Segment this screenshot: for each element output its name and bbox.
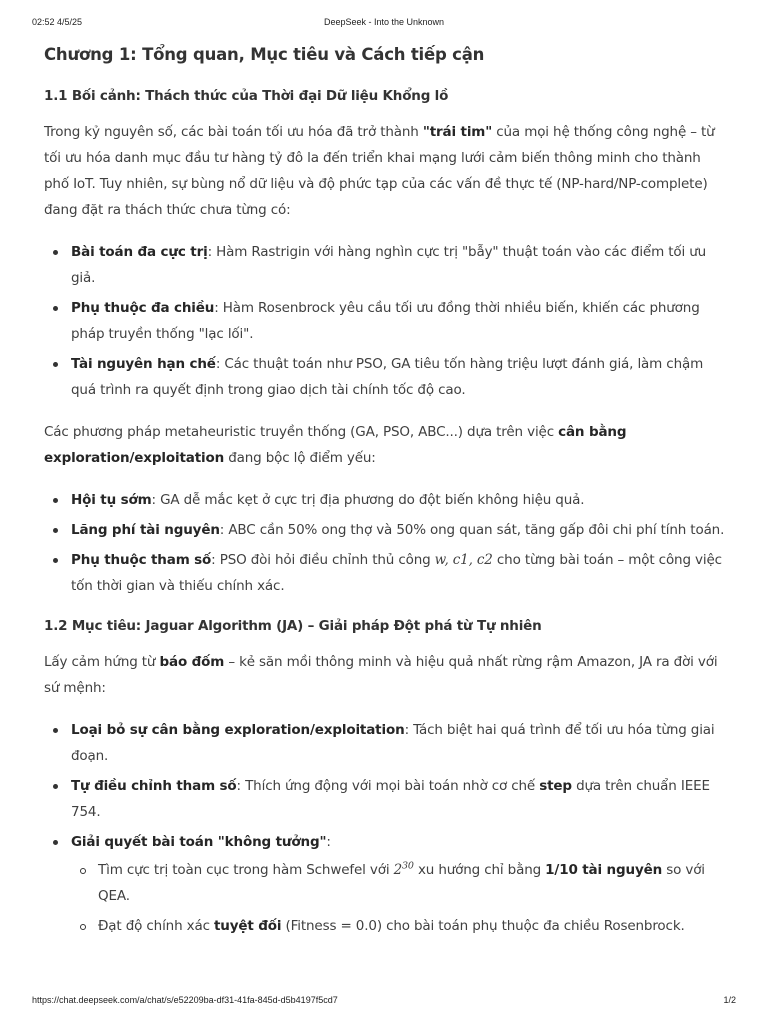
math-power: $2^{30}$: [393, 860, 414, 878]
list-item: Phụ thuộc tham số: PSO đòi hỏi điều chỉnh thủ công w, c1, c2 cho từng bài toán – một công việc tốn thời gian và thiếu chính xác.: [44, 547, 728, 599]
challenge-list: [44, 239, 728, 403]
print-url: https://chat.deepseek.com/a/chat/s/e52209ba-df31-41fa-845d-d5b4197f5cd7: [32, 995, 338, 1005]
print-datetime: 02:52 4/5/25: [32, 17, 83, 27]
print-header: [32, 17, 736, 31]
list-item: Hội tụ sớm: GA dễ mắc kẹt ở cực trị địa phương do đột biến không hiệu quả.: [44, 487, 728, 513]
print-page-number: 1/2: [723, 995, 736, 1005]
weakness-list: [44, 487, 728, 599]
list-item: Tự điều chỉnh tham số: Thích ứng động với mọi bài toán nhờ cơ chế step dựa trên chuẩn IEEE 754.: [44, 773, 728, 825]
paragraph-metaheuristic: Các phương pháp metaheuristic truyền thống (GA, PSO, ABC...) dựa trên việc cân bằng exploration/exploitation đang bộc lộ điểm yếu:: [44, 424, 627, 466]
list-item: Lãng phí tài nguyên: ABC cần 50% ong thợ và 50% ong quan sát, tăng gấp đôi chi phí tính toán.: [44, 517, 728, 543]
list-item: Tài nguyên hạn chế: Các thuật toán như PSO, GA tiêu tốn hàng triệu lượt đánh giá, làm chậm quá trình ra quyết định trong giao dịch tài chính tốc độ cao.: [44, 351, 728, 403]
print-title: DeepSeek - Into the Unknown: [323, 17, 445, 27]
section-heading-1-1: 1.1 Bối cảnh: Thách thức của Thời đại Dữ liệu Khổng lồ: [44, 88, 449, 104]
sub-list-item: Tìm cực trị toàn cục trong hàm Schwefel với $2^{30}$ xu hướng chỉ bằng 1/10 tài nguyên so với QEA.: [71, 857, 728, 909]
mission-list: [44, 717, 728, 939]
sub-list: [71, 857, 728, 939]
sub-list-item: Đạt độ chính xác tuyệt đối (Fitness = 0.0) cho bài toán phụ thuộc đa chiều Rosenbrock.: [71, 913, 728, 939]
math-parameters: w, c1, c2: [434, 552, 493, 568]
section-heading-1-2: 1.2 Mục tiêu: Jaguar Algorithm (JA) – Giải pháp Đột phá từ Tự nhiên: [44, 618, 542, 634]
document-body: [44, 42, 728, 955]
chapter-title: Chương 1: Tổng quan, Mục tiêu và Cách tiếp cận: [44, 45, 485, 64]
paragraph-context: Trong kỷ nguyên số, các bài toán tối ưu hóa đã trở thành "trái tim" của mọi hệ thống công nghệ – từ tối ưu hóa danh mục đầu tư hàng tỷ đô la đến triển khai mạng lưới cảm biến thông minh cho thành phố IoT. Tuy nhiên, sự bùng nổ dữ liệu và độ phức tạp của các vấn đề thực tế (NP-hard/NP-complete) đang đặt ra thách thức chưa từng có:: [44, 124, 715, 218]
list-item: Giải quyết bài toán "không tưởng": Tìm cực trị toàn cục trong hàm Schwefel với $2^{30}$ xu hướng chỉ bằng 1/10 tài nguyên so với QEA. Đạt độ chính xác tuyệt đối (Fitness = 0.0) cho bài toán phụ thuộc đa chiều Rosenbrock.: [44, 829, 728, 939]
list-item: Loại bỏ sự cân bằng exploration/exploitation: Tách biệt hai quá trình để tối ưu hóa từng giai đoạn.: [44, 717, 728, 769]
print-footer: [32, 995, 736, 1009]
list-item: Phụ thuộc đa chiều: Hàm Rosenbrock yêu cầu tối ưu đồng thời nhiều biến, khiến các phương pháp truyền thống "lạc lối".: [44, 295, 728, 347]
list-item: Bài toán đa cực trị: Hàm Rastrigin với hàng nghìn cực trị "bẫy" thuật toán vào các điểm tối ưu giả.: [44, 239, 728, 291]
paragraph-jaguar: Lấy cảm hứng từ báo đốm – kẻ săn mồi thông minh và hiệu quả nhất rừng rậm Amazon, JA ra đời với sứ mệnh:: [44, 654, 718, 696]
